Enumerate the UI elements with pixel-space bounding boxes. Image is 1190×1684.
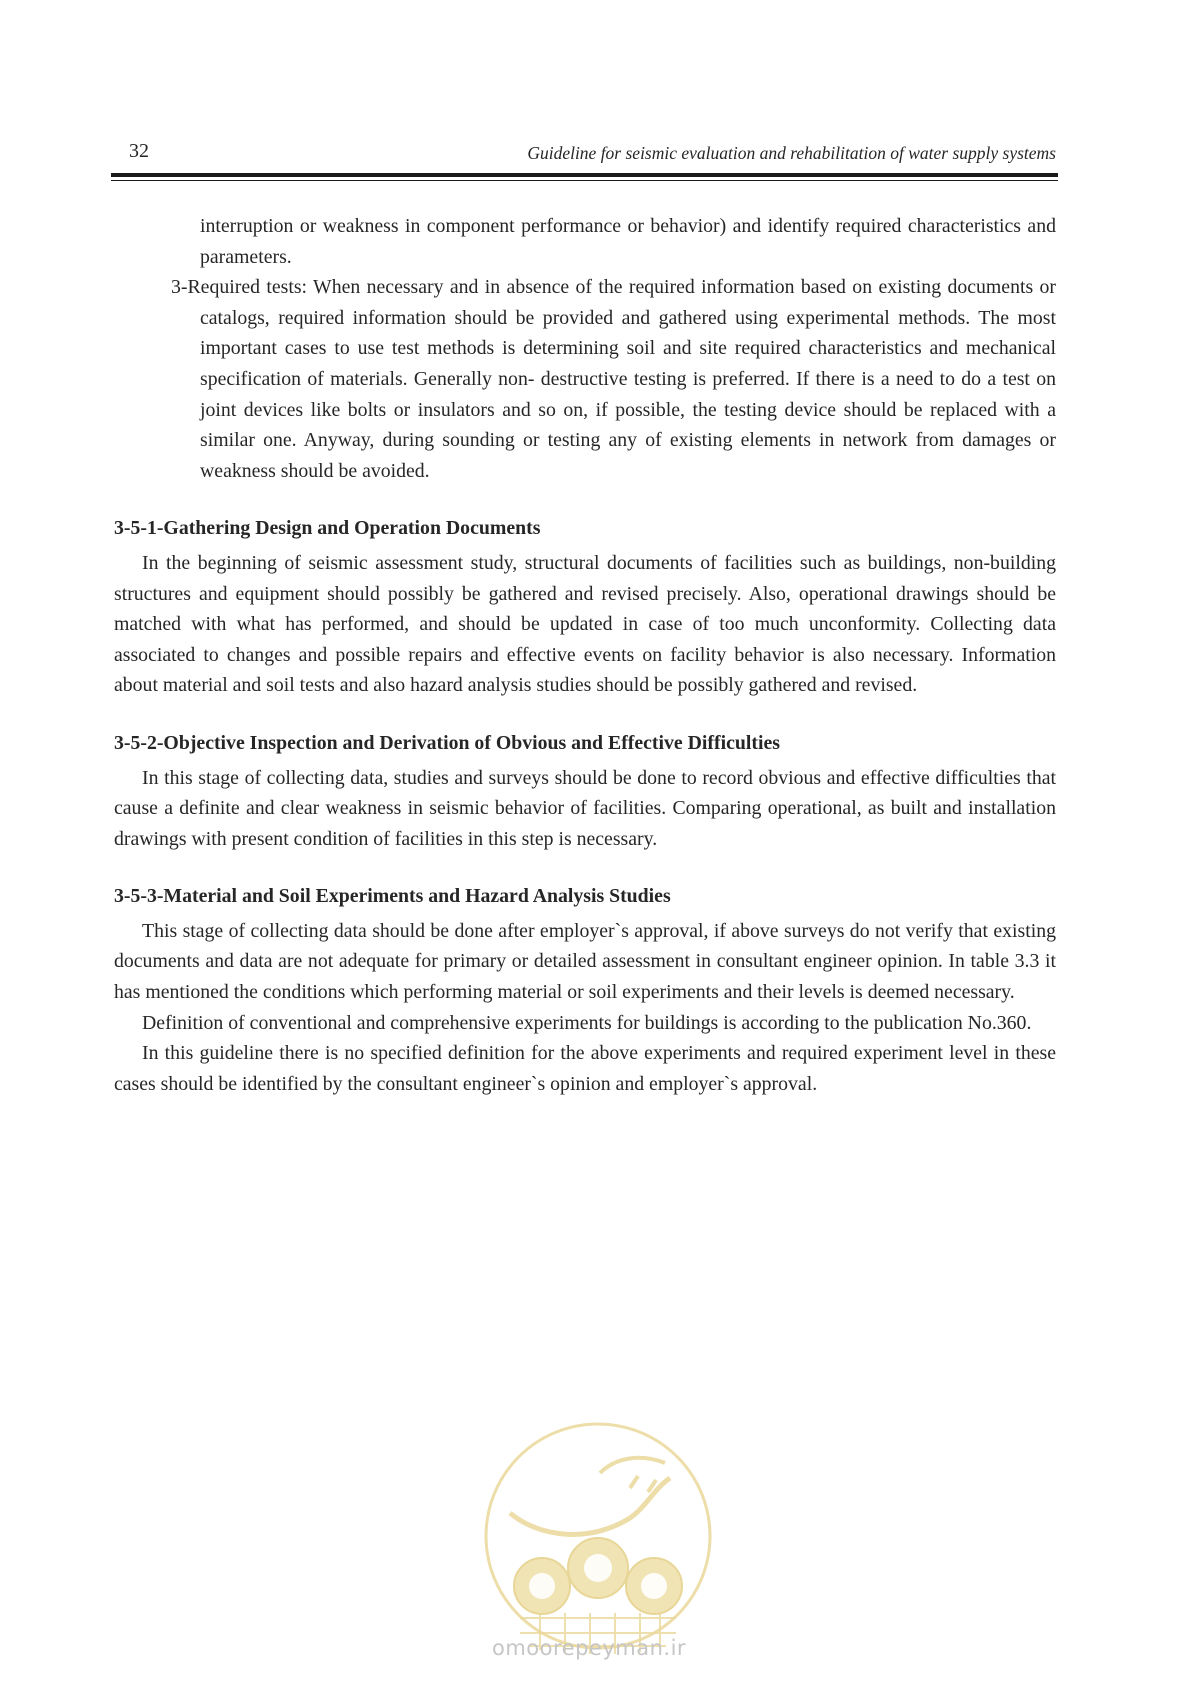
header-rule-thick [111, 173, 1058, 177]
section-heading: 3-5-3-Material and Soil Experiments and Hazard Analysis Studies [114, 885, 671, 908]
section-paragraph: In the beginning of seismic assessment study, structural documents of facilities such as buildings, non-building structures and equipment should possibly be gathered and revised precisely. Also, operational drawings should be matched with what has performed, and should be updated in case of too much unconformity. Collecting data associated to changes and possible repairs and effective events on facility behavior is also necessary. Information about material and soil tests and also hazard analysis studies should be possibly gathered and revised. [114, 551, 1056, 697]
list-item-required-tests: 3-Required tests: When necessary and in absence of the required information based on existing documents or catalogs, required information should be provided and gathered using experimental methods. The most important cases to use test methods is determining soil and site required characteristics and mechanical specification of materials. Generally non- destructive testing is preferred. If there is a need to do a test on joint devices like bolts or insulators and so on, if possible, the testing device should be replaced with a similar one. Anyway, during sounding or testing any of existing elements in network from damages or weakness should be avoided. [171, 276, 1056, 482]
page-number: 32 [129, 140, 149, 162]
watermark-site: omoorepeyman.ir [492, 1636, 687, 1660]
section-3-5-3 [114, 881, 1056, 1099]
section-heading: 3-5-2-Objective Inspection and Derivation of Obvious and Effective Difficulties [114, 731, 780, 754]
section-paragraph: This stage of collecting data should be done after employer`s approval, if above surveys do not verify that existing documents and data are not adequate for primary or detailed assessment in consultant engineer opinion. In table 3.3 it has mentioned the conditions which performing material or soil experiments and their levels is deemed necessary. [114, 919, 1056, 1004]
section-paragraph: In this stage of collecting data, studies and surveys should be done to record obvious and effective difficulties that cause a definite and clear weakness in seismic behavior of facilities. Comparing operational, as built and installation drawings with present condition of facilities in this step is necessary. [114, 766, 1056, 850]
running-title: Guideline for seismic evaluation and rehabilitation of water supply systems [527, 143, 1056, 163]
section-paragraph: In this guideline there is no specified definition for the above experiments and required experiment level in these cases should be identified by the consultant engineer`s opinion and employer`s approval. [114, 1042, 1056, 1095]
section-heading: 3-5-1-Gathering Design and Operation Documents [114, 517, 541, 540]
section-3-5-2 [114, 728, 1056, 854]
section-3-5-1 [114, 513, 1056, 701]
continuation-paragraph: interruption or weakness in component performance or behavior) and identify required characteristics and parameters. [200, 215, 1056, 268]
watermark-seal-logo [480, 1418, 716, 1668]
main-content [114, 211, 1056, 1099]
header-rule-thin [111, 180, 1058, 181]
section-paragraph: Definition of conventional and comprehensive experiments for buildings is according to the publication No.360. [142, 1011, 1032, 1034]
